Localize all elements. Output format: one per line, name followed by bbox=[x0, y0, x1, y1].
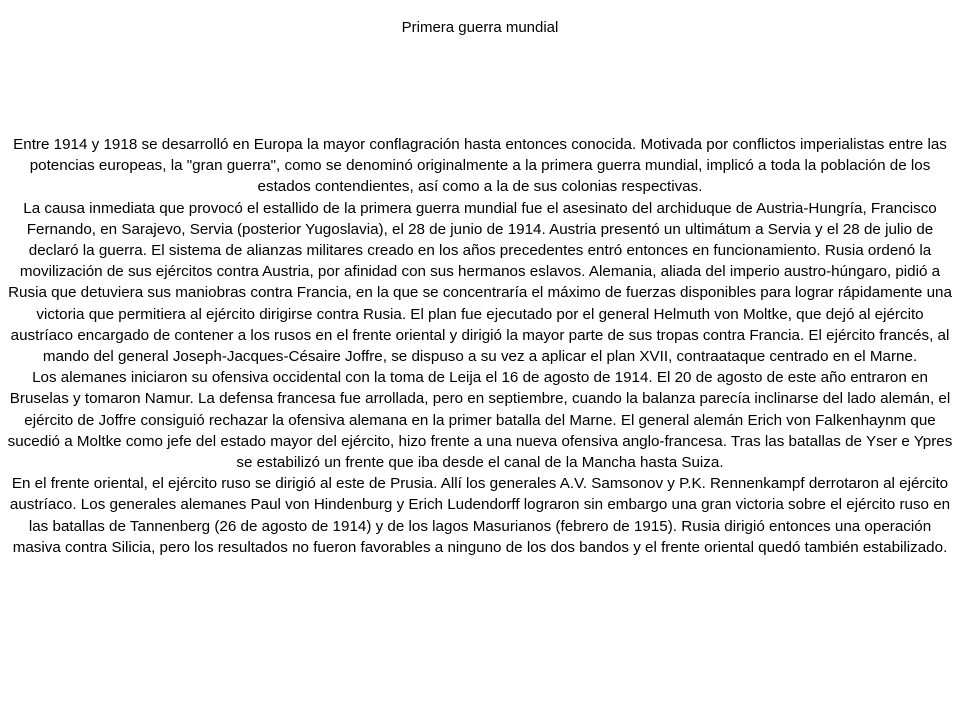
paragraph-western-front: Los alemanes iniciaron su ofensiva occidental con la toma de Leija el 16 de agosto de 1914. El 20 de agosto de este año entraron en Bruselas y tomaron Namur. La defensa francesa fue arrollada, pero en septiembre, cuando la balanza parecía inclinarse del lado alemán, el ejército de Joffre consiguió rechazar la ofensiva alemana en la primer batalla del Marne. El general alemán Erich von Falkenhaynm que sucedió a Moltke como jefe del estado mayor del ejército, hizo frente a una nueva ofensiva anglo-francesa. Tras las batallas de Yser e Ypres se estabilizó un frente que iba desde el canal de la Mancha hasta Suiza. bbox=[7, 369, 953, 472]
paragraph-intro: Entre 1914 y 1918 se desarrolló en Europa la mayor conflagración hasta entonces conocida. Motivada por conflictos imperialistas entre las potencias europeas, la "gran guerra", como se denominó originalmente a la primera guerra mundial, implicó a toda la población de los estados contendientes, así como a la de sus colonias respectivas. bbox=[13, 136, 947, 196]
paragraph-eastern-front: En el frente oriental, el ejército ruso se dirigió al este de Prusia. Allí los generales A.V. Samsonov y P.K. Rennenkampf derrotaron al ejército austríaco. Los generales alemanes Paul von Hindenburg y Erich Ludendorff lograron sin embargo una gran victoria sobre el ejército ruso en las batallas de Tannenberg (26 de agosto de 1914) y de los lagos Masurianos (febrero de 1915). Rusia dirigió entonces una operación masiva contra Silicia, pero los resultados no fueron favorables a ninguno de los dos bandos y el frente oriental quedó también estabilizado. bbox=[9, 475, 951, 556]
page-title: Primera guerra mundial bbox=[401, 19, 559, 36]
body-text bbox=[6, 134, 954, 558]
paragraph-causes: La causa inmediata que provocó el estallido de la primera guerra mundial fue el asesinato del archiduque de Austria-Hungría, Francisco Fernando, en Sarajevo, Servia (posterior Yugoslavia), el 28 de junio de 1914. Austria presentó un ultimátum a Servia y el 28 de julio de declaró la guerra. El sistema de alianzas militares creado en los años precedentes entró entonces en funcionamiento. Rusia ordenó la movilización de sus ejércitos contra Austria, por afinidad con sus hermanos eslavos. Alemania, aliada del imperio austro-húngaro, pidió a Rusia que detuviera sus maniobras contra Francia, en la que se concentraría el máximo de fuerzas disponibles para lograr rápidamente una victoria que permitiera al ejército dirigirse contra Rusia. El plan fue ejecutado por el general Helmuth von Moltke, que dejó al ejército austríaco encargado de contener a los rusos en el frente oriental y dirigió la mayor parte de sus tropas contra Francia. El ejército francés, al mando del general Joseph-Jacques-Césaire Joffre, se dispuso a su vez a aplicar el plan XVII, contraataque centrado en el Marne. bbox=[8, 199, 952, 366]
